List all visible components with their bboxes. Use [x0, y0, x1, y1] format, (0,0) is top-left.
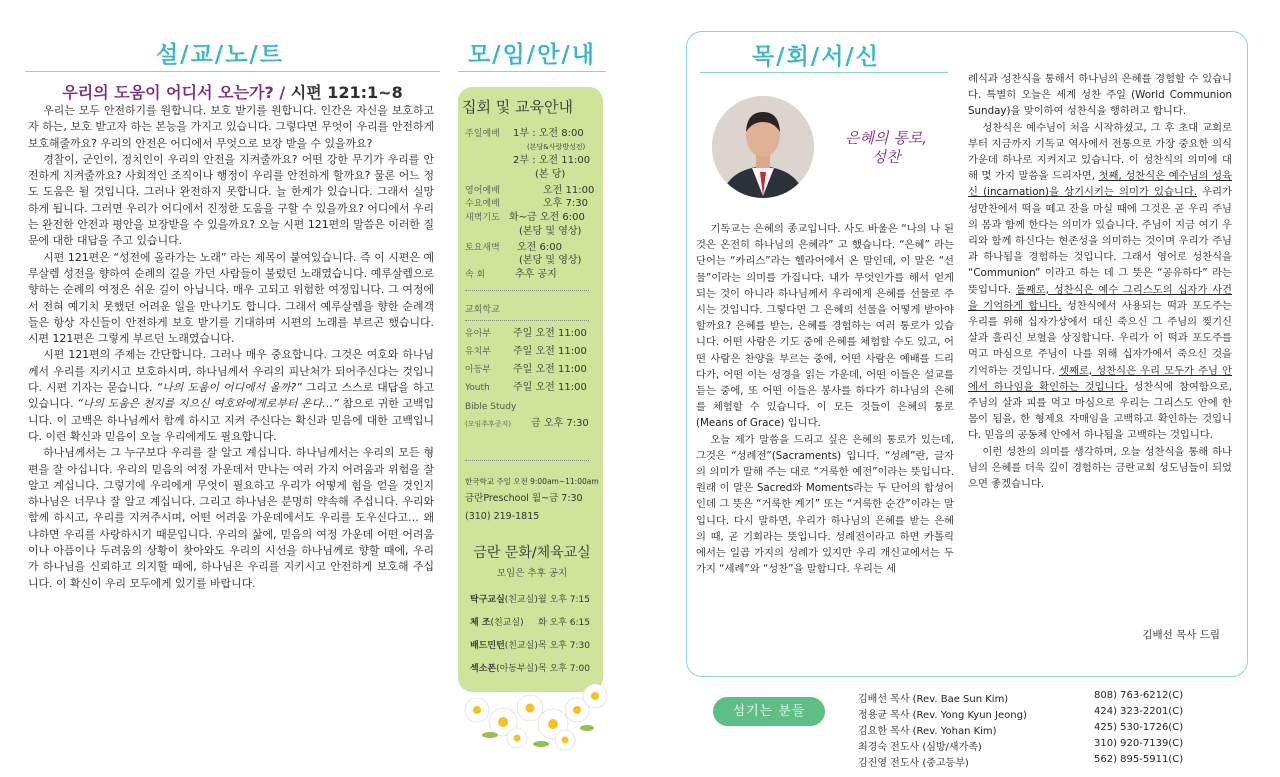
culture-row — [470, 592, 600, 605]
bible-study-label: Bible Study — [465, 402, 517, 412]
sermon-quote: “나의 도움이 어디에서 올까?” — [156, 381, 302, 395]
culture-title: 금란 문화/체육교실 — [473, 545, 591, 561]
schedule-label: 속 회 — [465, 270, 486, 280]
culture-name: 탁구교실 — [470, 595, 505, 605]
letter-text: 성찬식은 예수님이 처음 시작하셨고, 그 후 초대 교회로부터 지금까지 기독교 역사에서 전통으로 가장 중요한 의식 가운데 하나로 지켜지고 있습니다. 이 성찬식의 의미에 대해 몇 가지 말씀을 드리자면, — [968, 121, 1232, 183]
sermon-title-divider — [25, 71, 440, 72]
bible-study-time: 금 오후 7:30 — [531, 418, 589, 429]
letter-paragraph: 례식과 성찬식을 통해서 하나님의 은혜를 경험할 수 있습니다. 특별히 오늘은 세계 성찬 주일 (World Communion Sunday)을 맞이하여 성찬식을 행하려고 합니다. — [968, 73, 1232, 118]
schedule-value: 오후 7:30 — [543, 198, 588, 209]
school-value: 주일 오전 11:00 — [513, 364, 587, 375]
schedule-value: 2부 : 오전 11:00 — [513, 155, 591, 166]
staff-phone: 425) 530-1726(C) — [1094, 722, 1184, 733]
bible-study-note: (모임추후공지) — [465, 420, 512, 428]
phone-row: (310) 219-1815 — [465, 511, 540, 522]
pastor-letter-left — [696, 221, 954, 577]
culture-time: 목 오후 7:00 — [538, 664, 591, 674]
letter-text: 성찬식에서 사용되는 떡과 포도주는 우리를 위해 십자가상에서 대신 죽으신 그 주님의 찢기신 살과 흘리신 보혈을 상징합니다. 우리가 이 떡과 포도주를 먹고 마심으로 주님이 나를 위해 십자가에서 죽으신 것을 기억하는 것입니다. — [968, 299, 1232, 377]
staff-phone: 424) 323-2201(C) — [1094, 706, 1184, 717]
culture-name: 배드민턴 — [470, 641, 505, 651]
staff-row — [858, 738, 1238, 753]
culture-place: (아동부실) — [496, 664, 538, 674]
school-value: 주일 오전 11:00 — [513, 328, 587, 339]
letter-paragraph — [968, 120, 1232, 444]
letter-paragraph: 이런 성찬의 의미를 생각하며, 오늘 성찬식을 통해 하나님의 은혜를 더욱 깊이 경험하는 금란교회 성도님들이 되었으면 좋겠습니다. — [968, 445, 1232, 491]
staff-name: 김진영 전도사 (중고등부) — [858, 758, 969, 769]
letter-highlight: 둘째로, 성찬식은 예수 그리스도의 십자가 사건을 기억하게 합니다. — [968, 283, 1232, 312]
pastor-article-title — [820, 129, 952, 167]
letter-text: 성찬식에 참여함으로, 주님의 살과 피를 먹고 마심으로 우리는 그리스도 안에 한 몸이 됨을, 한 형제요 자매임을 고백하고 확인하는 것입니다. 믿음의 공동체 안에서 하나됨을 고백하는 것입니다. — [968, 380, 1232, 442]
meeting-title-divider — [458, 71, 606, 72]
culture-row — [470, 661, 600, 674]
school-value: 주일 오전 11:00 — [513, 382, 587, 393]
schedule-label: 새벽기도 — [465, 213, 500, 223]
schedule-value: 오전 6:00 — [517, 242, 562, 253]
pastor-title-divider — [700, 72, 948, 73]
staff-name: 김배선 목사 (Rev. Bae Sun Kim) — [858, 694, 1009, 705]
sermon-scripture-ref: 시편 121:1~8 — [290, 83, 403, 102]
school-value: 주일 오전 11:00 — [513, 346, 587, 357]
staff-row — [858, 722, 1238, 737]
sermon-text: 시편 121편의 주제는 간단합니다. 그러나 매우 중요합니다. 그것은 여호와 하나님께서 우리를 지키시고 보호하시며, 하나님께서 우리의 피난처가 되어주신다는 것입니다. 시편 기자는 묻습니다. — [28, 348, 434, 395]
sermon-paragraph — [28, 347, 434, 445]
schedule-label: 주일예배 — [465, 129, 500, 139]
schedule-value: (본당 및 영상) — [519, 226, 582, 237]
sermon-quote: “나의 도움은 천지를 지으신 여호와에게로부터 온다…” — [77, 397, 339, 411]
schedule-value: (본당&사랑방성전) — [527, 143, 586, 151]
daisy-flowers-decoration — [455, 680, 620, 752]
schedule-value: 오전 11:00 — [543, 185, 595, 196]
pastor-letter-right — [968, 71, 1232, 492]
pastor-signature: 김배선 목사 드림 — [1142, 629, 1220, 641]
schedule-label: 토요새벽 — [465, 243, 500, 253]
article-title-line: 성찬 — [871, 148, 901, 166]
sermon-paragraph: 하나님께서는 그 누구보다 우리를 잘 알고 계십니다. 하나님께서는 우리의 모든 형편을 잘 아십니다. 우리의 믿음의 여정 가운데서 만나는 여러 가지 어려움과 위험을 잘 알고 계십니다. 그렇기에 우리에게 무엇이 필요하고 우리가 어떻게 힘을 얻을 것인지 하나님은 너무나 잘 알고 계십니다. 그리고 하나님은 분명히 약속해 주십니다. 우리와 함께 하시고, 우리를 지켜주시며, 어떤 어려움 가운데에서도 우리를 도우신다고… 왜냐하면 우리를 사랑하시기 때문입니다. 우리의 삶에, 믿음의 여정 가운데 어떤 어려움이나 아픔이나 두려움의 상황이 찾아와도 우리의 시선을 하나님께로 향할 때에, 우리가 하나님을 신뢰하고 의지할 때에, 하나님은 우리를 지키시고 안전하게 보호해 주십니다. 이 확신이 우리 모두에게 있기를 바랍니다. — [28, 446, 434, 590]
meeting-section-title: 모/임/안/내 — [467, 42, 597, 68]
sermon-text: 참으로 귀한 고백입니다. 이 고백은 하나님께서 함께 하시고 지켜 주신다는 확신과 믿음에 대한 고백입니다. 이런 확신과 믿음이 오늘 우리에게도 필요합니다. — [28, 397, 434, 443]
school-header-label: 교회학교 — [465, 305, 500, 315]
sermon-paragraph: 경찰이, 군인이, 정치인이 우리의 안전을 지켜줄까요? 어떤 강한 무기가 우리를 안전하게 지켜줄까요? 사회적인 조직이나 행정이 우리를 안전하게 할까요? 물론 어느 정도 도움은 될 것입니다. 그러나 완전하지 못합니다. 늘 한계가 있습니다. 그래서 실망하게 됩니다. 그러면 우리가 어디에서 진정한 도움을 구할 수 있을까요? 어디에서 우리는 완전한 안전과 평안을 보장받을 수 있을까요? 오늘 시편 121편의 말씀은 이러한 질문에 대한 대답을 주고 있습니다. — [28, 152, 434, 248]
staff-name: 정용균 목사 (Rev. Yong Kyun Jeong) — [858, 710, 1027, 721]
culture-name: 섹소폰 — [470, 664, 497, 674]
culture-name: 체 조 — [470, 618, 491, 628]
sermon-text: 그리고 스스로 대답을 하고 있습니다. — [28, 381, 434, 411]
letter-paragraph: 기독교는 은혜의 종교입니다. 사도 바울은 “나의 나 된 것은 온전히 하나님의 은혜라” 고 했습니다. “은혜” 라는 단어는 “카리스”라는 헬라어에서 온 말인데, 이 말은 “선물”이라는 의미를 가집니다. 내가 무엇인가를 해서 얻게 되는 것이 아니라 하나님께서 우리에게 은혜를 선물로 주시는 것입니다. 그렇다면 그 은혜의 선물을 어떻게 받아야 할까요? 은혜를 받는, 은혜를 경험하는 여러 통로가 있습니다. 어떤 사람은 기도 중에 은혜를 체험할 수도 있고, 어떤 사람은 찬양을 부르는 중에, 어떤 사람은 예배를 드리다가, 어떤 이는 성경을 읽는 가운데, 어떤 이들은 설교를 듣는 중에, 또 어떤 이들은 봉사를 하다가 하나님의 은혜를 체험할 수 있습니다. 이 모든 것들이 은혜의 통로 (Means of Grace) 입니다. — [696, 223, 954, 430]
schedule-value: (본당 및 영상) — [519, 255, 582, 266]
schedule-value: 화~금 오전 6:00 — [509, 212, 585, 223]
schedule-label: 영어예배 — [465, 186, 500, 196]
schedule-divider — [465, 460, 589, 461]
culture-subtitle: 모임은 추후 공지 — [496, 568, 568, 579]
culture-place: (친교실) — [490, 618, 524, 628]
schedule-value: (본 당) — [535, 169, 566, 180]
staff-name: 김요한 목사 (Rev. Yohan Kim) — [858, 726, 997, 737]
staff-row — [858, 754, 1238, 769]
korean-school-row: 한국학교 주일 오전 9:00am~11:00am — [465, 477, 599, 486]
staff-row — [858, 706, 1238, 721]
culture-row — [470, 638, 600, 651]
schedule-divider — [465, 320, 589, 321]
letter-highlight: 셋째로, 성찬식은 우리 모두가 주님 안에서 하나임을 확인하는 것입니다. — [968, 364, 1232, 393]
schedule-label: 수요예배 — [465, 199, 500, 209]
sermon-paragraph: 시편 121편은 “성전에 올라가는 노래” 라는 제목이 붙여있습니다. 즉 이 시편은 예루살렘 성전을 향하여 순례의 길을 가던 사람들이 불렀던 노래였습니다. 예루살렘으로 향하는 순례의 여정은 쉬운 길이 아닙니다. 매우 고되고 위험한 여정입니다. 그 여정에서 전혀 예기치 못했던 어려운 일을 만나기도 합니다. 그래서 예루살렘을 향한 순례객들은 항상 자신들이 안전하게 보호 받기를 기대하며 시편의 노래를 부르곤 했습니다. 시편 121편은 그렇게 부르던 노래였습니다. — [28, 250, 434, 346]
letter-paragraph: 오늘 제가 말씀을 드리고 싶은 은혜의 통로가 있는데, 그것은 “성례전”(Sacraments) 입니다. “성례”란, 글자의 의미가 말해 주는 대로 “거룩한 예전”이라는 뜻입니다. 원래 이 말은 Sacred와 Moments라는 두 단어의 합성어인데 그 뜻은 “거룩한 계기” 또는 “거룩한 순간”이라는 말입니다. 다시 말하면, 우리가 하나님의 은혜를 받는 은혜의 때, 곧 기회라는 뜻입니다. 성례전이라고 하면 카톨릭에서는 일곱 가지의 성례가 있지만 우리 개신교에서는 두 가지 “세례”와 “성찬”을 말합니다. 우리는 세 — [696, 433, 954, 576]
sermon-body — [28, 103, 434, 592]
sermon-paragraph: 우리는 모두 안전하기를 원합니다. 보호 받기를 원합니다. 인간은 자신을 보호하고자 하는, 보호 받고자 하는 본능을 가지고 있습니다. 그렇다면 무엇이 우리를 안전하게 보호해줄까요? 우리의 안전은 어디에서 무엇으로 보장 받을 수 있을까요? — [28, 104, 434, 150]
preschool-row: 금란Preschool 월~금 7:30 — [465, 493, 583, 504]
culture-time: 화 오후 6:15 — [538, 618, 591, 628]
staff-row — [858, 690, 1238, 705]
schedule-divider — [465, 290, 589, 291]
letter-text: 우리가 성만찬에서 떡을 떼고 잔을 마실 때에 그것은 곧 우리 주님의 몸과 함께 한다는 의미가 있습니다. 주님이 지금 여기 우리와 함께 하신다는 현존성을 의미하는 것이며 우리가 주님과 하나됨을 경험하는 것입니다. 그래서 영어로 성찬식을 “Communion” 이라고 하는 데 그 뜻은 “공유하다” 라는 뜻입니다. — [968, 186, 1232, 296]
sermon-section-title: 설/교/노/트 — [155, 42, 285, 68]
staff-label-pill: 섬기는 분들 — [713, 697, 825, 726]
school-label: 유치부 — [465, 347, 492, 357]
culture-time: 목 오후 7:30 — [538, 641, 591, 651]
pastor-section-title: 목/회/서/신 — [751, 44, 881, 70]
school-label: 아동부 — [465, 365, 492, 375]
school-label: Youth — [465, 383, 490, 393]
staff-phone: 808) 763-6212(C) — [1094, 690, 1184, 701]
meeting-header: 집회 및 교육안내 — [462, 98, 573, 116]
staff-phone: 562) 895-5911(C) — [1094, 754, 1184, 765]
article-title-line: 은혜의 통로, — [845, 129, 927, 147]
schedule-value: 추후 공지 — [515, 269, 557, 280]
staff-name: 최경숙 전도사 (심방/새가족) — [858, 742, 982, 753]
staff-phone: 310) 920-7139(C) — [1094, 738, 1184, 749]
schedule-value: 1부 : 오전 8:00 — [513, 128, 584, 139]
sermon-subtitle — [25, 80, 440, 103]
culture-place: (친교실) — [504, 595, 538, 605]
sermon-question: 우리의 도움이 어디서 오는가? / — [62, 83, 286, 102]
letter-highlight: 첫째, 성찬식은 예수님의 성육신 (incarnation)을 상기시키는 의미가 있습니다. — [968, 170, 1232, 199]
school-label: 유아부 — [465, 329, 492, 339]
pastor-avatar — [712, 96, 814, 198]
culture-place: (친교실) — [504, 641, 538, 651]
culture-time: 월 오후 7:15 — [538, 595, 591, 605]
culture-row — [470, 615, 600, 628]
